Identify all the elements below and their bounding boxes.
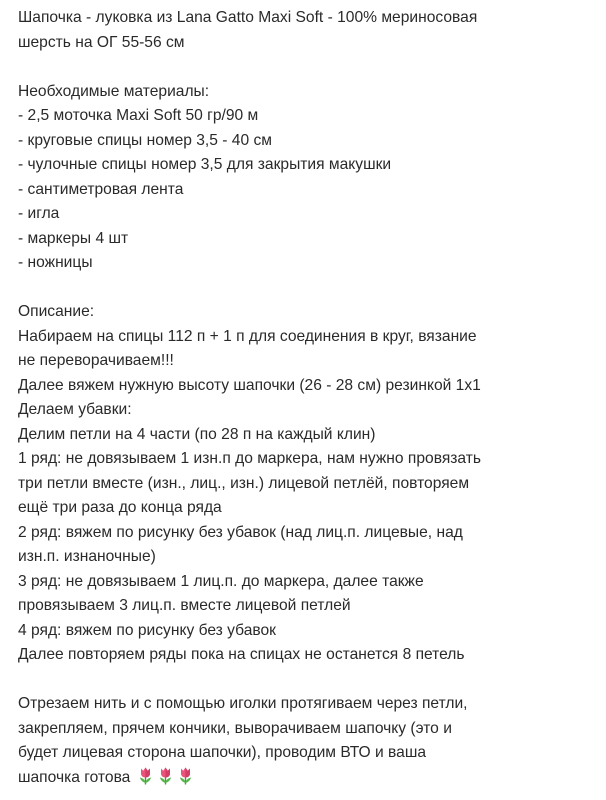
materials-item: - ножницы [18,254,93,271]
description-line: Делим петли на 4 части (по 28 п на каждый клин) [18,425,376,443]
materials-block [18,80,604,276]
description-line: Набираем на спицы 112 п + 1 п для соединения в круг, вязание [18,327,477,345]
description-line: 1 ряд: не довязываем 1 изн.п до маркера, нам нужно провязать [18,450,482,467]
finishing-block [18,692,604,790]
description-block [18,300,604,668]
finishing-line: будет лицевая сторона шапочки), проводим ВТО и ваша [18,744,427,761]
description-line: провязываем 3 лиц.п. вместе лицевой петлей [18,597,351,614]
finishing-line: Отрезаем нить и с помощью иголки протягиваем через петли, [18,695,468,712]
materials-item: - сантиметровая лента [18,180,184,198]
description-line: Делаем убавки: [18,401,132,418]
title-line-1: Шапочка - луковка из Lana Gatto Maxi Soft - 100% мериносовая [18,9,478,26]
materials-item: - круговые спицы номер 3,5 - 40 см [18,131,272,149]
materials-item: - 2,5 моточка Maxi Soft 50 гр/90 м [18,107,259,124]
finishing-line: закрепляем, прячем кончики, выворачиваем шапочку (это и [18,719,452,737]
description-line: Далее вяжем нужную высоту шапочки (26 - 28 см) резинкой 1х1 [18,376,481,394]
description-line: 2 ряд: вяжем по рисунку без убавок (над лиц.п. лицевые, над [18,523,463,541]
tulip-emoji-row [137,766,194,785]
description-heading: Описание: [18,303,95,320]
description-line: 4 ряд: вяжем по рисунку без убавок [18,621,276,639]
description-line: три петли вместе (изн., лиц., изн.) лицевой петлёй, повторяем [18,474,470,492]
description-line: не переворачиваем!!! [18,352,174,369]
title-line-2: шерсть на ОГ 55-56 см [18,33,185,51]
tulip-icon [157,766,174,785]
tulip-icon [137,766,154,785]
materials-item: - чулочные спицы номер 3,5 для закрытия макушки [18,156,392,173]
finishing-last-text: шапочка готова [18,768,131,786]
description-line: ещё три раза до конца ряда [18,499,222,516]
document [18,6,604,790]
finishing-last-line [18,766,604,791]
materials-item: - игла [18,205,60,222]
materials-item: - маркеры 4 шт [18,229,129,247]
title-block [18,6,604,55]
materials-heading: Необходимые материалы: [18,82,210,100]
tulip-icon [177,766,194,785]
description-line: Далее повторяем ряды пока на спицах не останется 8 петель [18,646,465,663]
description-line: 3 ряд: не довязываем 1 лиц.п. до маркера, далее также [18,572,424,590]
description-line: изн.п. изнаночные) [18,548,156,565]
